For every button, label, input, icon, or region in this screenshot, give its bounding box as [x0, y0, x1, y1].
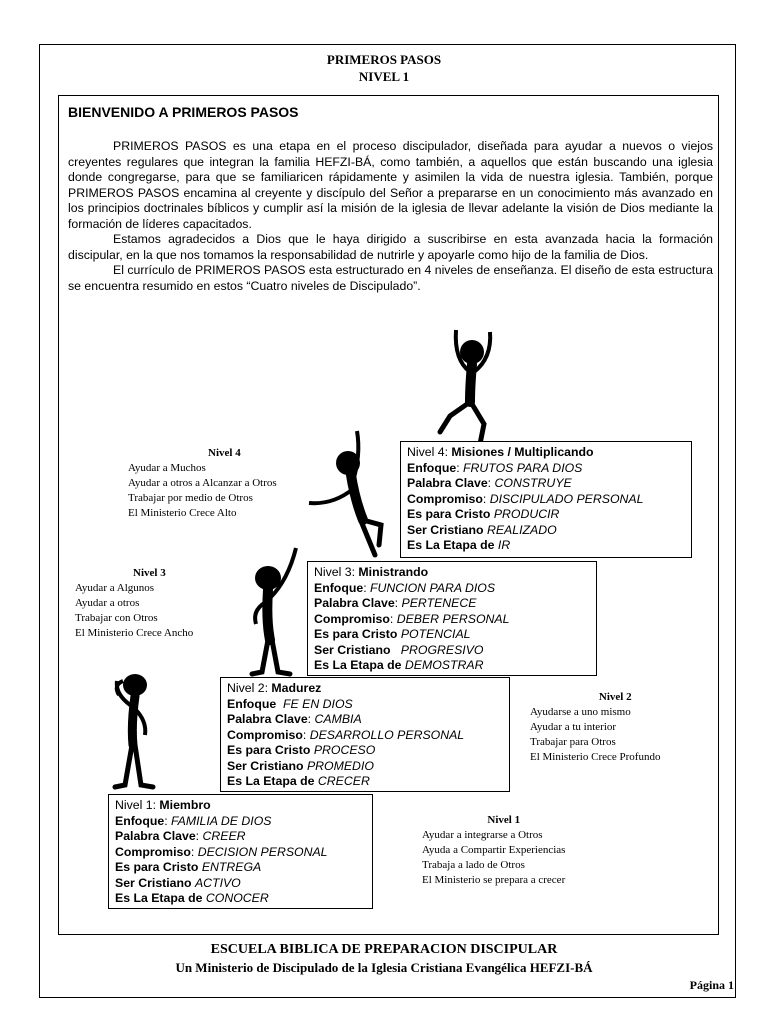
- side-note-item: El Ministerio Crece Alto: [128, 507, 237, 519]
- side-note-item: El Ministerio Crece Profundo: [530, 751, 661, 763]
- side-note-item: Ayudar a Muchos: [128, 462, 206, 474]
- level-3-box: Nivel 3: Ministrando Enfoque: FUNCION PARA DIOS Palabra Clave: PERTENECE Compromiso: DEBER PERSONAL Es para Cristo POTENCIAL Ser Cristiano PROGRESIVO Es La Etapa de DEMOSTRAR: [307, 561, 597, 676]
- value-compromiso: DEBER PERSONAL: [396, 611, 510, 626]
- page-title: PRIMEROS PASOS: [326, 52, 442, 67]
- label-enfoque: Enfoque: [227, 696, 277, 711]
- label-es-para-cristo: Es para Cristo: [314, 627, 398, 641]
- value-compromiso: DISCIPULADO PERSONAL: [489, 491, 644, 506]
- side-note-item: Ayudar a integrarse a Otros: [422, 829, 543, 841]
- side-note-title: Nivel 3: [133, 567, 166, 579]
- label-palabra-clave: Palabra Clave: [314, 596, 395, 610]
- label-enfoque: Enfoque: [314, 580, 364, 595]
- level-name: Misiones / Multiplicando: [451, 445, 594, 459]
- label-etapa: Es La Etapa de: [115, 891, 203, 905]
- value-es-para-cristo: PROCESO: [313, 743, 376, 757]
- value-palabra-clave: PERTENECE: [401, 596, 477, 610]
- intro-paragraph: El currículo de PRIMEROS PASOS esta estructurado en 4 niveles de enseñanza. El diseño de esta estructura se encuentra resumido en estos “Cuatro niveles de Discipulado”.: [68, 263, 713, 293]
- label-etapa: Es La Etapa de: [314, 658, 402, 672]
- label-etapa: Es La Etapa de: [227, 774, 315, 788]
- level-name: Madurez: [271, 681, 322, 695]
- label-es-para-cristo: Es para Cristo: [407, 507, 491, 521]
- level-prefix: Nivel 2:: [227, 681, 272, 695]
- level-prefix: Nivel 4:: [407, 445, 452, 459]
- intro-paragraph: Estamos agradecidos a Dios que le haya dirigido a suscribirse en esta avanzada hacia la formación discipular, en la que nos tomamos la responsabilidad de nutrirle y apoyarle como hijo de la familia de Dios.: [68, 232, 713, 262]
- value-compromiso: DECISION PERSONAL: [197, 844, 328, 859]
- label-palabra-clave: Palabra Clave: [115, 829, 196, 843]
- value-enfoque: FAMILIA DE DIOS: [171, 813, 272, 828]
- value-palabra-clave: CAMBIA: [314, 712, 362, 726]
- footer-title: ESCUELA BIBLICA DE PREPARACION DISCIPULAR: [210, 942, 558, 957]
- label-compromiso: Compromiso: [227, 727, 303, 742]
- level-4-box: Nivel 4: Misiones / Multiplicando Enfoque: FRUTOS PARA DIOS Palabra Clave: CONSTRUYE Compromiso: DISCIPULADO PERSONAL Es para Cristo PRODUCIR Ser Cristiano REALIZADO Es La Etapa de IR: [400, 441, 692, 558]
- value-ser-cristiano: ACTIVO: [194, 875, 241, 890]
- side-note-item: El Ministerio se prepara a crecer: [422, 874, 566, 886]
- label-compromiso: Compromiso: [314, 611, 390, 626]
- label-ser-cristiano: Ser Cristiano: [227, 758, 304, 773]
- value-es-para-cristo: PRODUCIR: [493, 507, 560, 521]
- side-note-item: Ayuda a Compartir Experiencias: [422, 844, 566, 856]
- value-etapa: DEMOSTRAR: [404, 658, 484, 672]
- welcome-title: BIENVENIDO A PRIMEROS PASOS: [68, 104, 299, 120]
- intro-text: [68, 139, 713, 294]
- side-note-title: Nivel 4: [208, 447, 241, 459]
- page-number: Página 1: [689, 978, 734, 992]
- label-palabra-clave: Palabra Clave: [407, 476, 488, 490]
- label-es-para-cristo: Es para Cristo: [115, 860, 199, 874]
- label-ser-cristiano: Ser Cristiano: [407, 522, 484, 537]
- label-enfoque: Enfoque: [407, 460, 457, 475]
- label-compromiso: Compromiso: [115, 844, 191, 859]
- value-etapa: CRECER: [317, 774, 370, 788]
- value-palabra-clave: CREER: [202, 829, 246, 843]
- side-note-item: Trabajar con Otros: [75, 612, 158, 624]
- value-enfoque: FRUTOS PARA DIOS: [463, 460, 583, 475]
- value-etapa: IR: [497, 538, 511, 552]
- value-palabra-clave: CONSTRUYE: [494, 476, 572, 490]
- level-name: Miembro: [159, 798, 211, 812]
- side-note-item: Ayudar a tu interior: [530, 721, 617, 733]
- page-subtitle: NIVEL 1: [358, 69, 410, 84]
- side-note-nivel-3: [75, 566, 193, 641]
- level-prefix: Nivel 1:: [115, 798, 160, 812]
- label-es-para-cristo: Es para Cristo: [227, 743, 311, 757]
- side-note-item: Ayudar a otros: [75, 597, 140, 609]
- label-etapa: Es La Etapa de: [407, 538, 495, 552]
- side-note-item: Trabajar por medio de Otros: [128, 492, 253, 504]
- stick-figure-celebrating-icon: [430, 320, 510, 450]
- level-1-box: Nivel 1: Miembro Enfoque: FAMILIA DE DIOS Palabra Clave: CREER Compromiso: DECISION PERSONAL Es para Cristo ENTREGA Ser Cristiano ACTIVO Es La Etapa de CONOCER: [108, 794, 373, 909]
- value-es-para-cristo: ENTREGA: [201, 860, 262, 874]
- value-ser-cristiano: PROMEDIO: [306, 758, 374, 773]
- side-note-item: El Ministerio Crece Ancho: [75, 627, 194, 639]
- label-ser-cristiano: Ser Cristiano: [314, 642, 391, 657]
- value-enfoque: FUNCION PARA DIOS: [370, 580, 496, 595]
- value-ser-cristiano: REALIZADO: [486, 522, 557, 537]
- intro-paragraph: PRIMEROS PASOS es una etapa en el proceso discipulador, diseñada para ayudar a nuevos o viejos creyentes regulares que integran la familia HEFZI-BÁ, como también, a aquellos que están buscando una iglesia donde congregarse, para que se familiaricen rápidamente y asimilen la vida de nuestra iglesia. También, porque PRIMEROS PASOS encamina al creyente y discípulo del Señor a prepararse en un conocimiento más avanzado en los principios doctrinales bíblicos y cumplir así la misión de la iglesia de llevar adelante la visión de Dios mediante la formación de líderes capacitados.: [68, 139, 713, 231]
- label-enfoque: Enfoque: [115, 813, 165, 828]
- label-compromiso: Compromiso: [407, 491, 483, 506]
- value-ser-cristiano: PROGRESIVO: [400, 642, 484, 657]
- stick-figure-thinking-icon: [95, 665, 165, 795]
- side-note-nivel-4: [128, 446, 277, 521]
- side-note-item: Ayudarse a uno mismo: [530, 706, 631, 718]
- side-note-nivel-1: [422, 813, 565, 888]
- side-note-title: Nivel 2: [598, 691, 632, 703]
- side-note-title: Nivel 1: [487, 814, 521, 826]
- footer-subtitle: Un Ministerio de Discipulado de la Iglesia Cristiana Evangélica HEFZI-BÁ: [175, 960, 593, 975]
- side-note-item: Trabajar para Otros: [530, 736, 616, 748]
- label-palabra-clave: Palabra Clave: [227, 712, 308, 726]
- stick-figure-pointing-icon: [238, 540, 308, 680]
- label-ser-cristiano: Ser Cristiano: [115, 875, 192, 890]
- value-enfoque: FE EN DIOS: [283, 696, 353, 711]
- stick-figure-climbing-icon: [303, 425, 393, 565]
- level-name: Ministrando: [358, 565, 429, 579]
- value-etapa: CONOCER: [205, 891, 269, 905]
- value-compromiso: DESARROLLO PERSONAL: [309, 727, 465, 742]
- side-note-item: Trabaja a lado de Otros: [422, 859, 525, 871]
- level-prefix: Nivel 3:: [314, 565, 359, 579]
- side-note-item: Ayudar a otros a Alcanzar a Otros: [128, 477, 277, 489]
- side-note-item: Ayudar a Algunos: [75, 582, 155, 594]
- side-note-nivel-2: [530, 690, 660, 765]
- value-es-para-cristo: POTENCIAL: [400, 627, 471, 641]
- level-2-box: Nivel 2: Madurez Enfoque FE EN DIOS Palabra Clave: CAMBIA Compromiso: DESARROLLO PERSONAL Es para Cristo PROCESO Ser Cristiano PROMEDIO Es La Etapa de CRECER: [220, 677, 510, 792]
